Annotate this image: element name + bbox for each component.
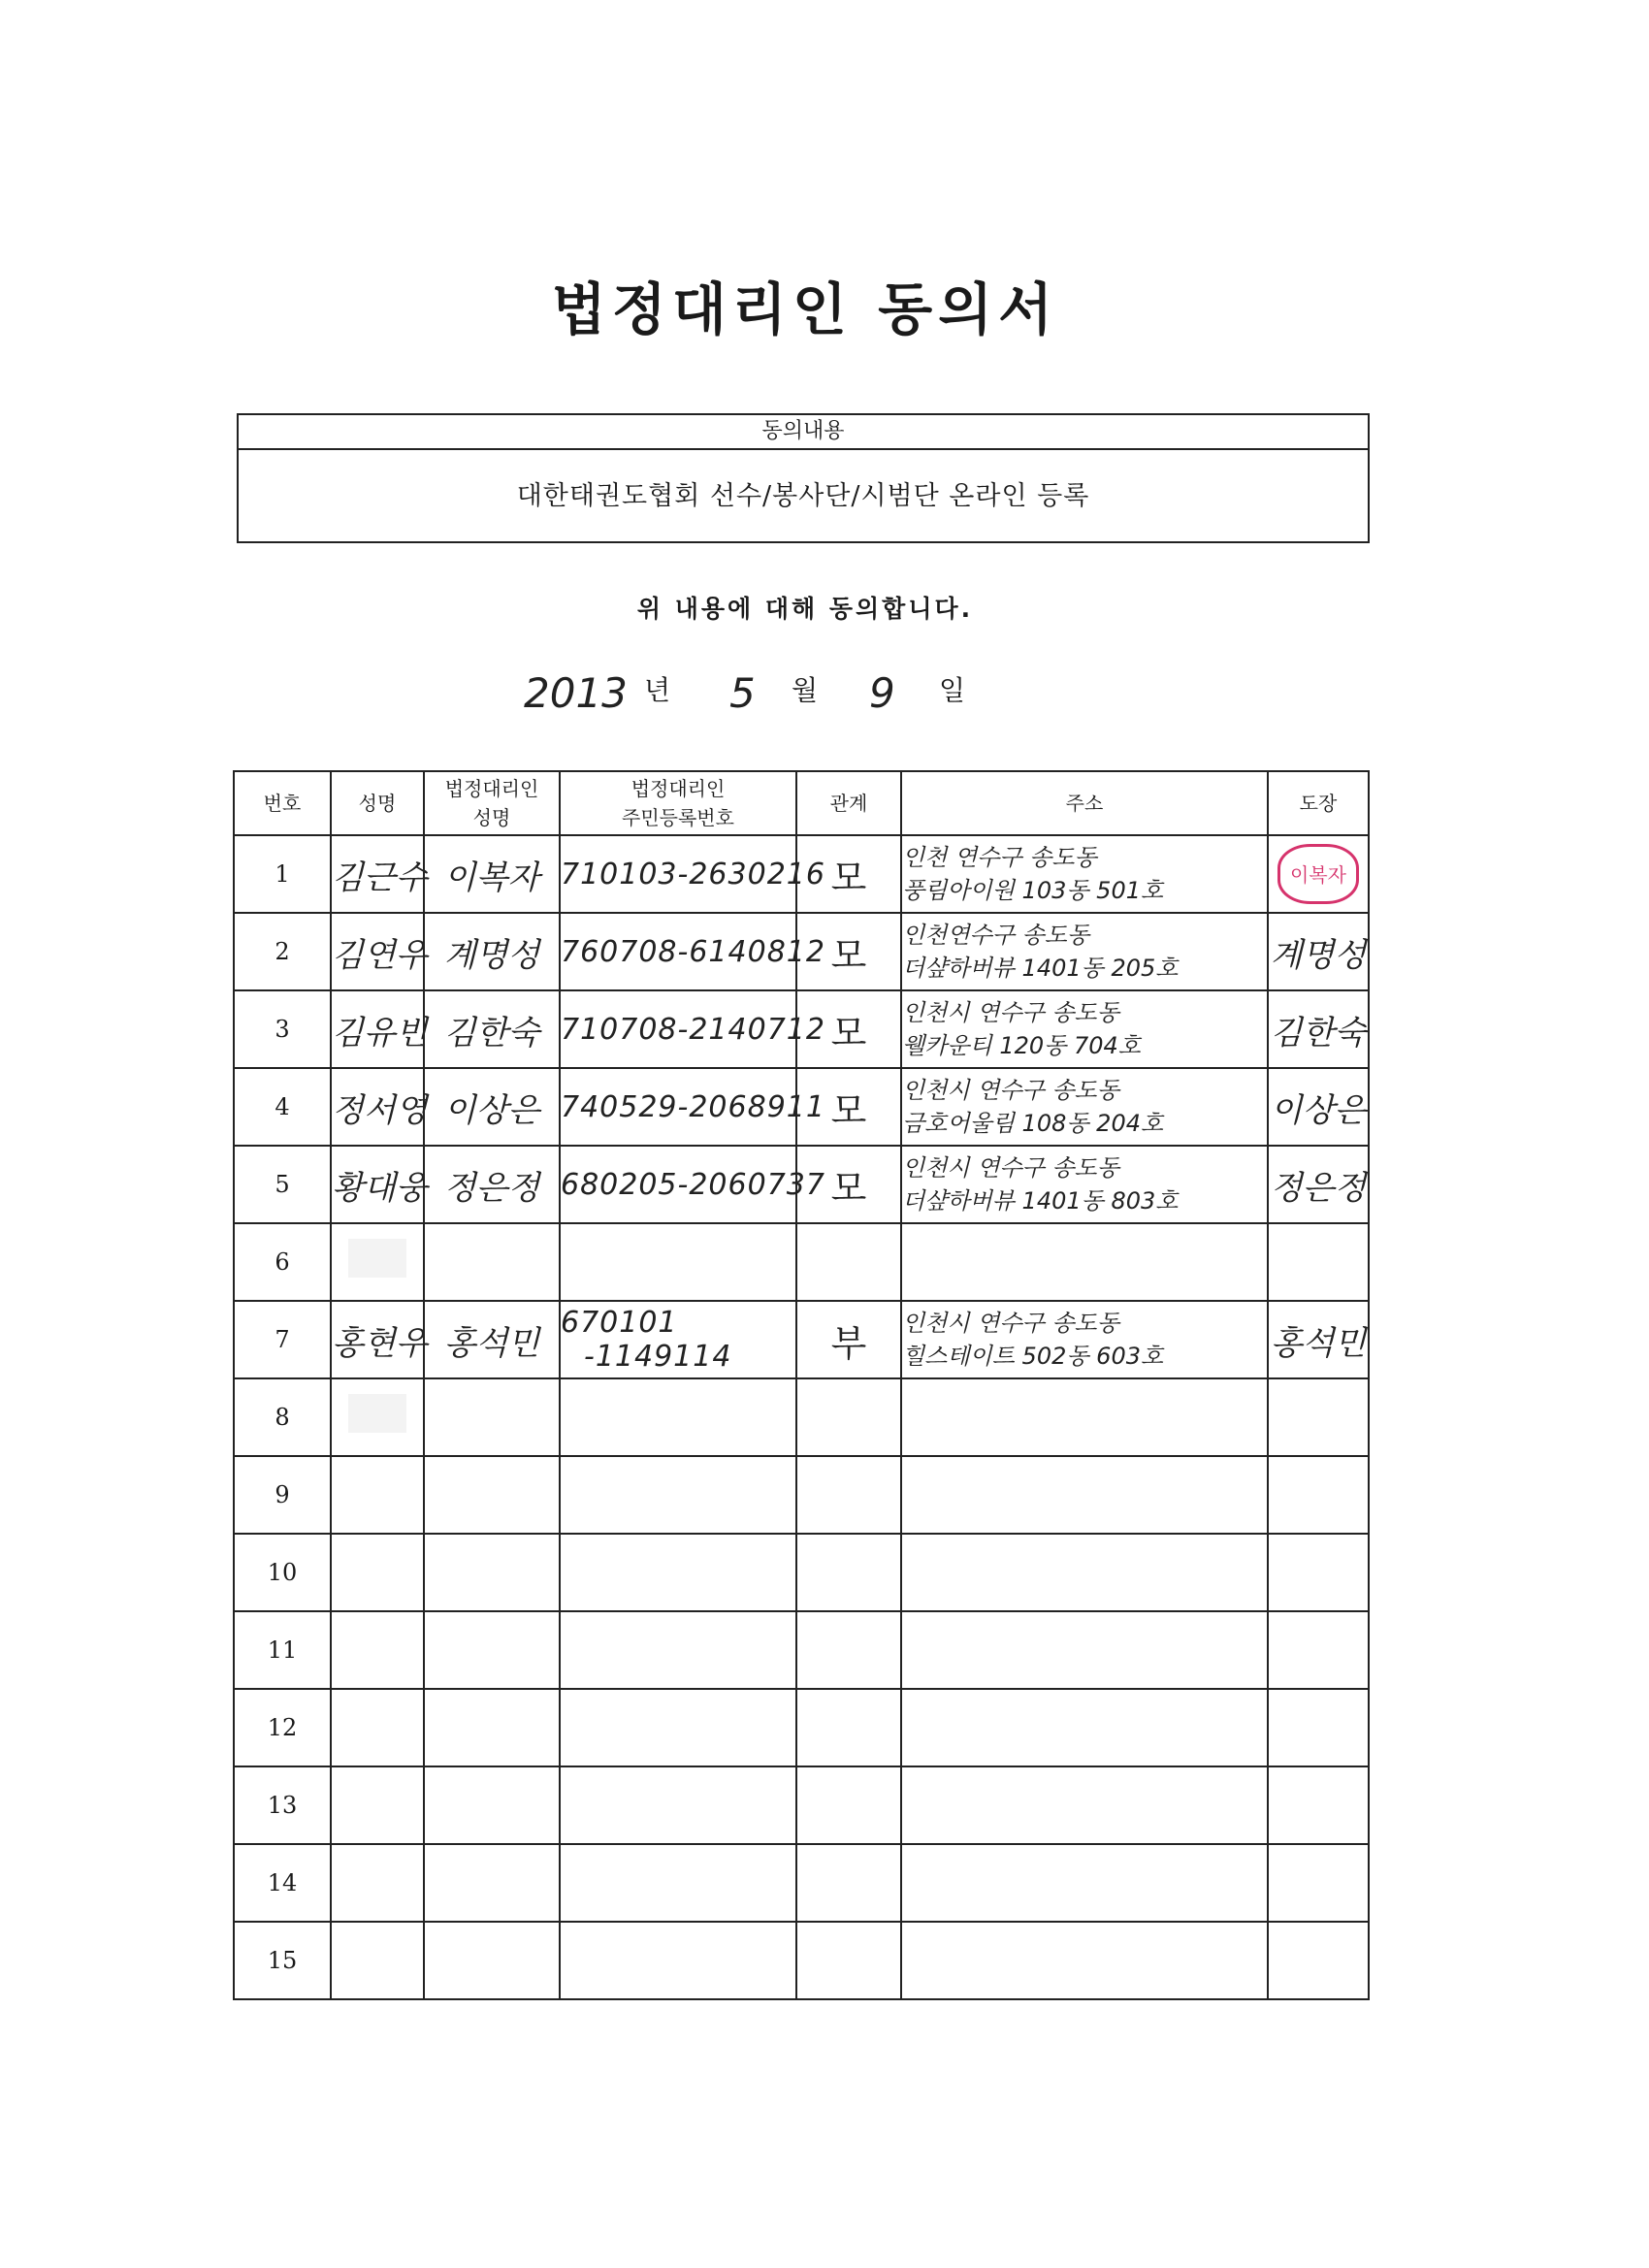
row-address-line1: 인천 연수구 송도동 bbox=[902, 844, 1097, 871]
consent-body: 대한태권도협회 선수/봉사단/시범단 온라인 등록 bbox=[516, 481, 1090, 511]
row-name bbox=[331, 1766, 424, 1844]
row-guardian-id bbox=[560, 1146, 825, 1223]
row-stamp: 정은정 bbox=[1268, 1146, 1369, 1223]
row-name bbox=[331, 1611, 424, 1689]
row-name bbox=[331, 1844, 424, 1922]
header-address: 주소 bbox=[901, 771, 1268, 835]
header-guardian-name-line2: 성명 bbox=[472, 806, 511, 829]
row-stamp bbox=[1268, 1922, 1369, 1999]
row-number: 9 bbox=[234, 1456, 331, 1534]
date-day bbox=[869, 669, 895, 728]
row-address bbox=[901, 1689, 1268, 1766]
row-guardian-id bbox=[560, 1301, 796, 1378]
row-guardian-id bbox=[560, 1534, 796, 1611]
document-title: 법정대리인 동의서 bbox=[551, 276, 1059, 342]
row-stamp: 이상은 bbox=[1268, 1068, 1369, 1146]
table-row bbox=[234, 1689, 1369, 1766]
row-address bbox=[901, 1456, 1268, 1534]
row-address bbox=[901, 1068, 1268, 1146]
row-address-line2: 힐스테이트 502동 603호 bbox=[902, 1343, 1164, 1370]
row-guardian-name bbox=[424, 1456, 560, 1534]
table-row bbox=[234, 1766, 1369, 1844]
red-seal-stamp: 이복자 bbox=[1277, 844, 1359, 904]
row-address bbox=[901, 1301, 1268, 1378]
header-name: 성명 bbox=[331, 771, 424, 835]
row-address bbox=[901, 1844, 1268, 1922]
row-guardian-name bbox=[424, 1766, 560, 1844]
table-row bbox=[234, 1844, 1369, 1922]
row-stamp bbox=[1268, 1534, 1369, 1611]
row-guardian-name: 이상은 bbox=[424, 1068, 560, 1146]
header-relation: 관계 bbox=[796, 771, 901, 835]
row-number: 4 bbox=[234, 1068, 331, 1146]
row-stamp: 홍석민 bbox=[1268, 1301, 1369, 1378]
row-name: 김유빈 bbox=[331, 990, 424, 1068]
row-guardian-name: 계명성 bbox=[424, 913, 560, 990]
row-name: 황대웅 bbox=[331, 1146, 424, 1223]
row-guardian-id bbox=[560, 1456, 796, 1534]
row-number: 12 bbox=[234, 1689, 331, 1766]
row-number: 11 bbox=[234, 1611, 331, 1689]
date-year-value: 2013 bbox=[524, 669, 628, 717]
table-row bbox=[234, 1301, 1369, 1378]
row-guardian-name: 이복자 bbox=[424, 835, 560, 913]
row-address bbox=[901, 1766, 1268, 1844]
date-month-value: 5 bbox=[729, 669, 756, 717]
date-month-label: 월 bbox=[792, 674, 819, 706]
row-address-line1: 인천시 연수구 송도동 bbox=[902, 999, 1119, 1026]
date-month bbox=[729, 669, 756, 728]
row-address-line2: 금호어울림 108동 204호 bbox=[902, 1110, 1164, 1137]
header-guardian-name bbox=[424, 771, 560, 835]
header-guardian-id-line2: 주민등록번호 bbox=[622, 806, 734, 829]
row-guardian-id-line2: -1149114 bbox=[584, 1340, 732, 1374]
consent-content-box bbox=[237, 413, 1370, 543]
header-guardian-name-line1: 법정대리인 bbox=[444, 777, 539, 800]
row-relation bbox=[796, 1223, 901, 1301]
row-name bbox=[331, 1689, 424, 1766]
row-relation: 부 bbox=[796, 1301, 901, 1378]
header-no: 번호 bbox=[234, 771, 331, 835]
row-relation bbox=[796, 1456, 901, 1534]
row-address-line2: 풍림아이원 103동 501호 bbox=[902, 877, 1164, 904]
table-header-row bbox=[234, 771, 1369, 835]
row-name: 김근수 bbox=[331, 835, 424, 913]
row-guardian-id bbox=[560, 1689, 796, 1766]
row-number: 14 bbox=[234, 1844, 331, 1922]
row-number: 5 bbox=[234, 1146, 331, 1223]
row-relation: 모 bbox=[796, 913, 901, 990]
row-stamp bbox=[1268, 835, 1369, 913]
row-guardian-name bbox=[424, 1922, 560, 1999]
table-row bbox=[234, 1534, 1369, 1611]
table-row bbox=[234, 1378, 1369, 1456]
row-stamp bbox=[1268, 1689, 1369, 1766]
row-relation bbox=[796, 1611, 901, 1689]
row-relation: 모 bbox=[796, 1146, 901, 1223]
date-day-label: 일 bbox=[939, 674, 966, 706]
row-name bbox=[331, 1534, 424, 1611]
row-address-line1: 인천연수구 송도동 bbox=[902, 922, 1090, 949]
row-relation bbox=[796, 1689, 901, 1766]
row-guardian-id-line1: 680205-2060737 bbox=[561, 1167, 825, 1202]
row-guardian-id bbox=[560, 1922, 796, 1999]
row-name: 정서영 bbox=[331, 1068, 424, 1146]
row-relation bbox=[796, 1844, 901, 1922]
row-address-line1: 인천시 연수구 송도동 bbox=[902, 1154, 1119, 1182]
row-guardian-id bbox=[560, 835, 825, 913]
row-number: 1 bbox=[234, 835, 331, 913]
row-guardian-id bbox=[560, 1844, 796, 1922]
row-address bbox=[901, 835, 1268, 913]
row-relation: 모 bbox=[796, 990, 901, 1068]
row-guardian-id bbox=[560, 1766, 796, 1844]
row-address bbox=[901, 913, 1268, 990]
row-address bbox=[901, 1146, 1268, 1223]
header-stamp: 도장 bbox=[1268, 771, 1369, 835]
row-number: 2 bbox=[234, 913, 331, 990]
row-guardian-id-line1: 670101 bbox=[561, 1306, 678, 1340]
row-stamp bbox=[1268, 1456, 1369, 1534]
row-guardian-id bbox=[560, 913, 825, 990]
date-year-label: 년 bbox=[644, 674, 671, 706]
row-relation bbox=[796, 1922, 901, 1999]
row-guardian-id-line1: 710103-2630216 bbox=[561, 857, 825, 891]
row-stamp: 계명성 bbox=[1268, 913, 1369, 990]
table-row bbox=[234, 1223, 1369, 1301]
table-body bbox=[234, 835, 1369, 1999]
row-stamp bbox=[1268, 1844, 1369, 1922]
row-guardian-name bbox=[424, 1534, 560, 1611]
table-row bbox=[234, 1922, 1369, 1999]
agreement-statement: 위 내용에 대해 동의합니다. bbox=[636, 595, 974, 623]
table-row bbox=[234, 913, 1369, 990]
row-guardian-id bbox=[560, 1068, 825, 1146]
row-name-redacted bbox=[331, 1378, 424, 1456]
row-guardian-name bbox=[424, 1611, 560, 1689]
row-address bbox=[901, 1378, 1268, 1456]
row-address-line1: 인천시 연수구 송도동 bbox=[902, 1077, 1119, 1104]
row-address bbox=[901, 990, 1268, 1068]
table-row bbox=[234, 835, 1369, 913]
table-row bbox=[234, 1146, 1369, 1223]
row-address-line2: 더샾하버뷰 1401동 205호 bbox=[902, 955, 1179, 982]
row-guardian-id bbox=[560, 1378, 796, 1456]
row-guardian-id-line1: 710708-2140712 bbox=[561, 1012, 825, 1047]
row-stamp bbox=[1268, 1223, 1369, 1301]
row-address-line2: 웰카운티 120동 704호 bbox=[902, 1032, 1141, 1059]
row-name-redacted bbox=[331, 1223, 424, 1301]
row-stamp bbox=[1268, 1766, 1369, 1844]
row-guardian-id bbox=[560, 990, 825, 1068]
redaction-block bbox=[348, 1239, 406, 1278]
row-address bbox=[901, 1534, 1268, 1611]
row-guardian-name bbox=[424, 1844, 560, 1922]
row-guardian-id-line1: 740529-2068911 bbox=[561, 1089, 825, 1124]
row-guardian-name bbox=[424, 1689, 560, 1766]
row-relation bbox=[796, 1534, 901, 1611]
row-name bbox=[331, 1456, 424, 1534]
row-guardian-name bbox=[424, 1223, 560, 1301]
row-address-line2: 더샾하버뷰 1401동 803호 bbox=[902, 1187, 1179, 1215]
row-number: 7 bbox=[234, 1301, 331, 1378]
row-guardian-name: 김한숙 bbox=[424, 990, 560, 1068]
row-stamp bbox=[1268, 1378, 1369, 1456]
row-guardian-name: 홍석민 bbox=[424, 1301, 560, 1378]
header-guardian-id-line1: 법정대리인 bbox=[630, 777, 726, 800]
row-relation bbox=[796, 1766, 901, 1844]
table-row bbox=[234, 1068, 1369, 1146]
row-guardian-id-line1: 760708-6140812 bbox=[561, 934, 825, 969]
row-number: 13 bbox=[234, 1766, 331, 1844]
consent-header: 동의내용 bbox=[239, 415, 1368, 450]
row-address bbox=[901, 1611, 1268, 1689]
row-stamp: 김한숙 bbox=[1268, 990, 1369, 1068]
table-row bbox=[234, 990, 1369, 1068]
row-number: 3 bbox=[234, 990, 331, 1068]
row-number: 8 bbox=[234, 1378, 331, 1456]
row-name: 홍현우 bbox=[331, 1301, 424, 1378]
table-row bbox=[234, 1456, 1369, 1534]
row-number: 15 bbox=[234, 1922, 331, 1999]
row-guardian-id bbox=[560, 1611, 796, 1689]
row-guardian-id bbox=[560, 1223, 796, 1301]
row-stamp bbox=[1268, 1611, 1369, 1689]
row-relation: 모 bbox=[796, 1068, 901, 1146]
row-address-line1: 인천시 연수구 송도동 bbox=[902, 1310, 1119, 1337]
date-year bbox=[524, 669, 628, 728]
row-guardian-name: 정은정 bbox=[424, 1146, 560, 1223]
row-relation bbox=[796, 1378, 901, 1456]
date-day-value: 9 bbox=[869, 669, 895, 717]
row-name bbox=[331, 1922, 424, 1999]
row-guardian-name bbox=[424, 1378, 560, 1456]
row-number: 6 bbox=[234, 1223, 331, 1301]
row-address bbox=[901, 1223, 1268, 1301]
row-number: 10 bbox=[234, 1534, 331, 1611]
redaction-block bbox=[348, 1394, 406, 1433]
header-guardian-id bbox=[560, 771, 796, 835]
row-address bbox=[901, 1922, 1268, 1999]
row-relation: 모 bbox=[796, 835, 901, 913]
table-row bbox=[234, 1611, 1369, 1689]
guardian-table bbox=[233, 770, 1370, 2000]
row-name: 김연우 bbox=[331, 913, 424, 990]
